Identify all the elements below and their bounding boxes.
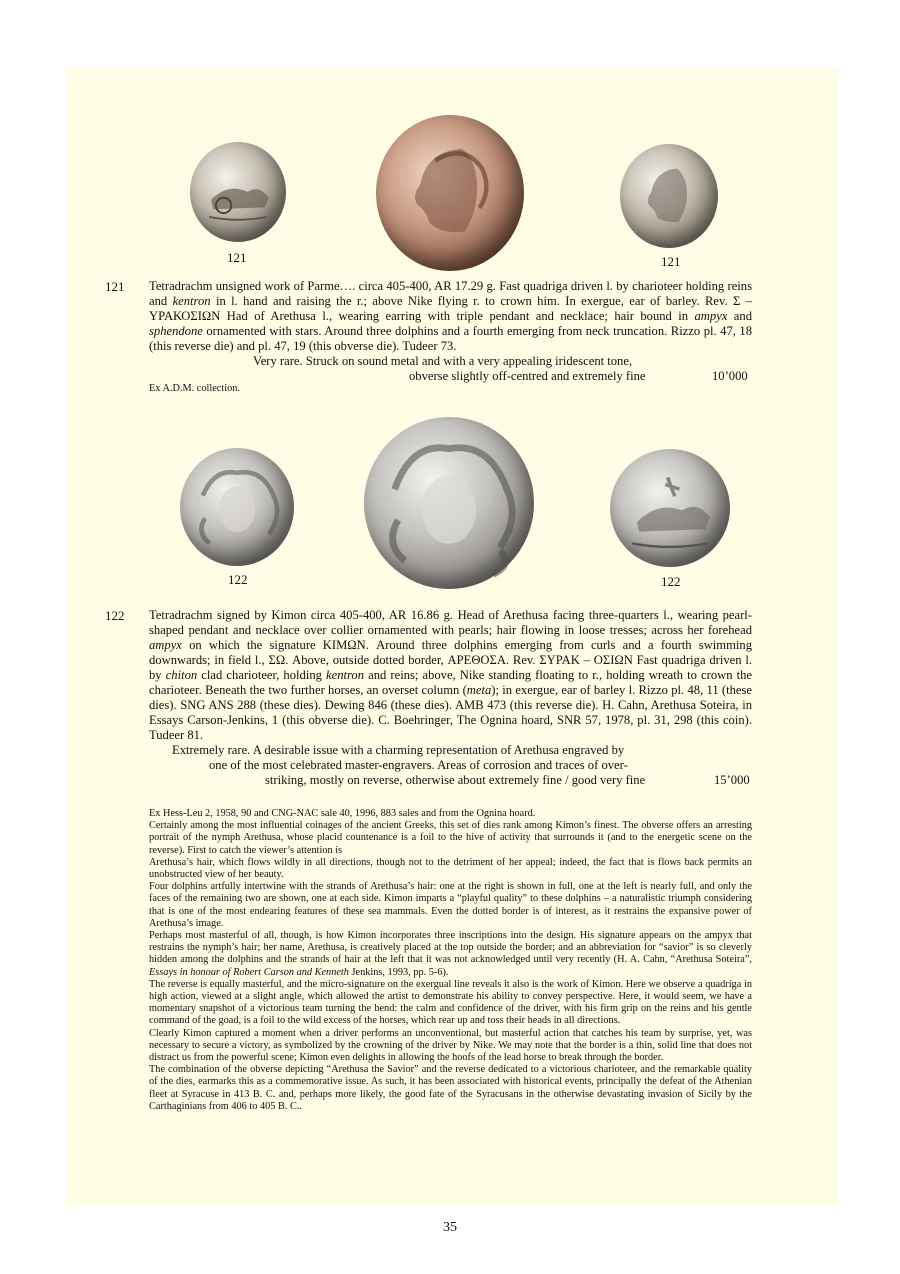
note-paragraph: Clearly Kimon captured a moment when a driver performs an unconventional, but masterful action that catches his team by surprise, yet, was necessary to secure a victory, as symbolized by the crowning of the driver by Nike. We may note that the border is a thin, solid line that does not distract us from the powerful scene; Kimon even delights in allowing the hoofs of the lead horse to break through the border.	[149, 1027, 752, 1064]
condition-line: one of the most celebrated master-engravers. Areas of corrosion and traces of over-	[209, 758, 628, 772]
lot-number: 121	[105, 279, 125, 294]
page-number: 35	[443, 1220, 457, 1235]
note-paragraph: Arethusa’s hair, which flows wildly in all directions, though not to the detriment of her appeal; indeed, the fact that is flows back permits an unobstructed view of her beauty.	[149, 856, 752, 881]
coin-122-reverse-photo	[610, 449, 730, 567]
provenance: Ex Hess-Leu 2, 1958, 90 and CNG-NAC sale 40, 1996, 883 sales and from the Ognina hoard.	[149, 808, 536, 819]
coin-122-obverse-photo	[180, 448, 294, 566]
coin-121-obverse-photo	[620, 144, 718, 248]
lot-notes	[149, 808, 752, 1113]
coin-122-obverse-enlarged-photo	[364, 417, 534, 589]
lot-number: 122	[105, 608, 125, 623]
note-paragraph: Perhaps most masterful of all, though, is how Kimon incorporates three inscriptions into the design. His signature appears on the ampyx that restrains the nymph’s hair; her name, Arethusa, is creatively placed at the top outside the border; and an abbreviation for “savior” is so cleverly hidden among the dolphins and the strands of hair at the left that it was not acknowledged until very recently (H. A. Cahn, “Arethusa Soteira”, Essays in honour of Robert Carson and Kenneth Jenkins, 1993, pp. 5-6).	[149, 930, 752, 978]
coin-label: 122	[661, 574, 681, 589]
arethusa-head-icon	[376, 115, 524, 271]
quadriga-icon	[610, 449, 730, 567]
lot-description: Tetradrachm signed by Kimon circa 405-400, AR 16.86 g. Head of Arethusa facing three-quarters l., wearing pearl-shaped pendant and necklace over collier ornamented with pearls; hair flowing in loose tresses; across her forehead ampyx on which the signature ΚΙΜΩΝ. Around three dolphins emerging from curls and a fourth swimming downwards; in field l., ΣΩ. Above, outside dotted border, ΑΡΕΘΟΣΑ. Rev. ΣΥΡΑΚ – ΟΣΙΩΝ Fast quadriga driven l. by chiton clad charioteer, holding kentron and reins; above, Nike standing floating to r., holding wreath to crown the charioteer. Beneath the two further horses, an overset column (meta); in exergue, ear of barley l. Rizzo pl. 48, 11 (these dies). SNG ANS 288 (these dies). Dewing 846 (these dies). AMB 473 (this reverse die). H. Cahn, Arethusa Soteira, in Essays Carson-Jenkins, 1 (this obverse die). C. Boehringer, The Ognina hoard, SNR 57, 1978, pl. 31, 298 (this coin). Tudeer 81.	[149, 608, 752, 742]
arethusa-facing-icon	[180, 448, 294, 566]
note-paragraph: The combination of the obverse depicting “Arethusa the Savior” and the reverse dedicated to a victorious charioteer, and the remarkable quality of the dies, earmarks this as a commemorative issue. As such, it has been associated with historical events, principally the defeat of the Athenian fleet at Syracuse in 413 B. C. and, perhaps more likely, the good fate of the Syracusans in the otherwise devastating invasion of Sicily by the Carthaginians from 406 to 405 B. C..	[149, 1064, 752, 1112]
coin-121-reverse-photo	[190, 142, 286, 242]
estimate: 15’000	[714, 773, 750, 787]
condition-line: Extremely rare. A desirable issue with a charming representation of Arethusa engraved by	[172, 743, 625, 757]
arethusa-head-icon	[620, 144, 718, 248]
condition-line: striking, mostly on reverse, otherwise about extremely fine / good very fine	[265, 773, 646, 787]
provenance: Ex A.D.M. collection.	[149, 383, 240, 394]
coin-label: 121	[661, 254, 681, 269]
note-paragraph: The reverse is equally masterful, and the micro-signature on the exergual line reveals it also is the work of Kimon. Here we observe a quadriga in high action, viewed at a slight angle, which allowed the artist to demonstrate his ability to convey perspective. Here, it would seem, we have a momentary snapshot of a victorious team turning the bend: the calm and confidence of the driver, with his firm grip on the reins and his gentle command of the goad, is a foil to the wild excess of the horses, which rear up and toss their heads in all directions.	[149, 978, 752, 1027]
note-paragraph: Certainly among the most influential coinages of the ancient Greeks, this set of dies rank among Kimon’s finest. The obverse offers an arresting portrait of the nymph Arethusa, whose placid countenance is a foil to the hive of activity that surrounds it (and to the energetic scene on the reverse). First to catch the viewer’s attention is	[149, 820, 752, 856]
condition-line: obverse slightly off-centred and extremely fine	[409, 369, 646, 383]
coin-label: 121	[227, 250, 247, 265]
coin-121-obverse-enlarged-photo	[376, 115, 524, 271]
arethusa-facing-icon	[364, 417, 534, 589]
condition-line: Very rare. Struck on sound metal and with a very appealing iridescent tone,	[253, 354, 633, 368]
note-paragraph: Four dolphins artfully intertwine with the strands of Arethusa’s hair: one at the right is shown in full, one at the left is nearly full, and only the faces of the remaining two are shown, one at each side. Kimon imparts a “playful quality” to these dolphins – a naturalistic triumph considering that is one of the most endearing features of these sea mammals. Even the dotted border is of interest, as it restrains the expansive power of Arethusa’s image.	[149, 881, 752, 929]
lot-description: Tetradrachm unsigned work of Parme…. circa 405-400, AR 17.29 g. Fast quadriga driven l. by charioteer holding reins and kentron in l. hand and raising the r.; above Nike flying r. to crown him. In exergue, ear of barley. Rev. Σ – ΥΡΑΚΟΣΙΩΝ Had of Arethusa l., wearing earring with triple pendant and necklace; hair bound in ampyx and sphendone ornamented with stars. Around three dolphins and a fourth emerging from neck truncation. Rizzo pl. 47, 18 (this reverse die) and pl. 47, 19 (this obverse die). Tudeer 73.	[149, 279, 752, 353]
quadriga-icon	[190, 142, 286, 242]
coin-label: 122	[228, 572, 248, 587]
estimate: 10’000	[712, 369, 748, 383]
